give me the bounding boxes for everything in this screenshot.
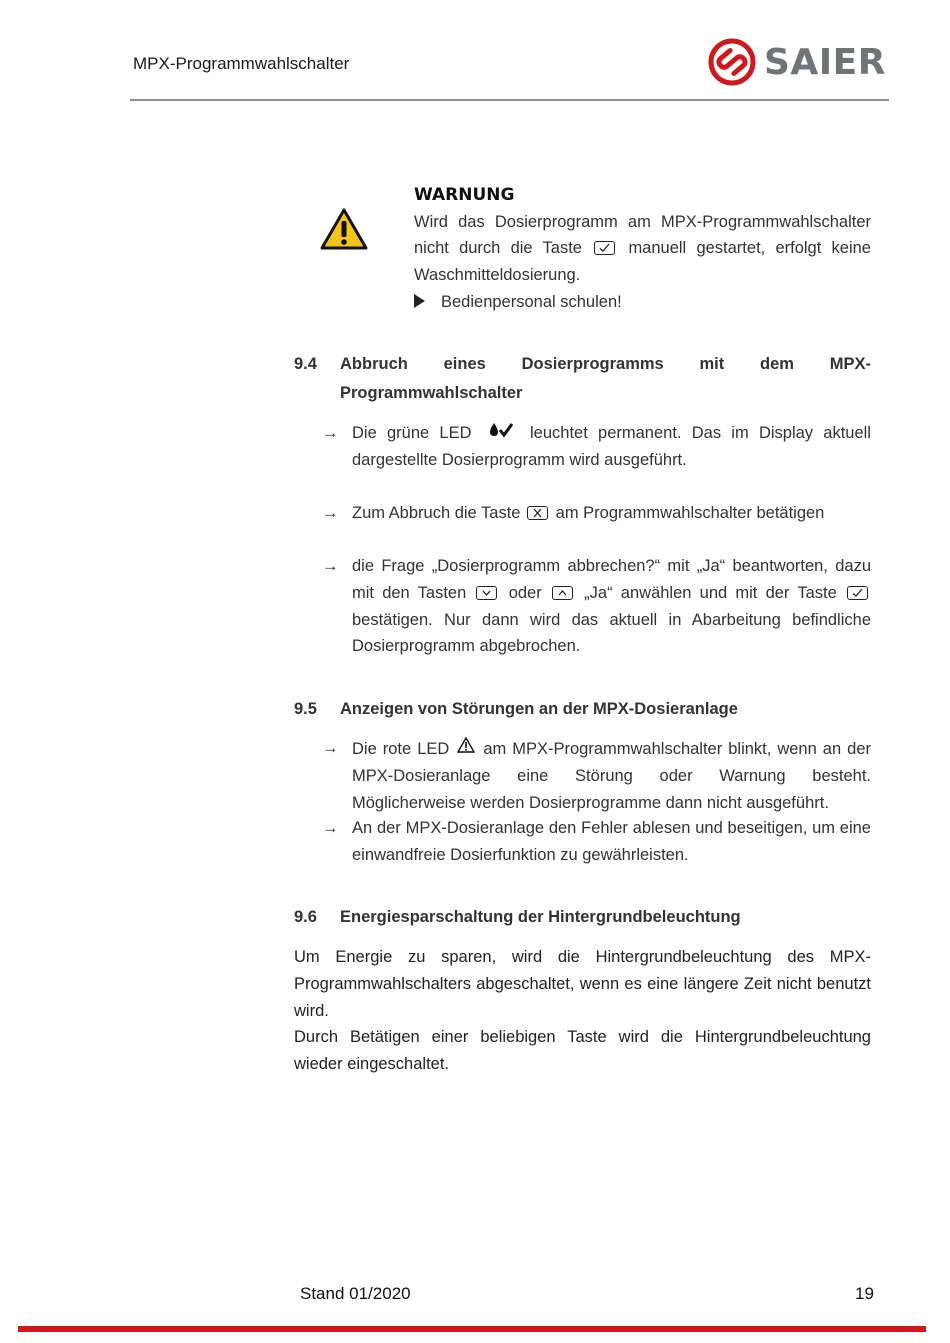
confirm-key-icon: [847, 586, 868, 600]
warning-instruction-text: Bedienpersonal schulen!: [441, 292, 622, 311]
logo-text: SAIER: [764, 41, 886, 83]
item-text: am MPX-Programmwahlschalter blinkt, wenn an der MPX-Dosieranlage eine Störung oder Warnung besteht. Möglicherweise werden Dosierprogramme dann nicht ausgeführt.: [352, 740, 871, 812]
item-text: oder: [508, 583, 542, 602]
down-key-icon: [476, 586, 497, 600]
arrow-bullet-icon: →: [322, 819, 339, 837]
up-key-icon: [552, 586, 573, 600]
paragraph-1: Um Energie zu sparen, wird die Hintergrundbeleuchtung des MPX-Programmwahlschalters abgeschaltet, wenn es eine längere Zeit nicht benutzt wird.: [294, 948, 871, 1020]
warning-instruction: [414, 289, 871, 316]
section-title: Anzeigen von Störungen an der MPX-Dosieranlage: [340, 700, 738, 718]
warning-triangle-icon: [319, 207, 369, 256]
item-text: am Programmwahlschalter betätigen: [555, 504, 825, 522]
paragraph: [294, 944, 871, 1078]
header-divider: [130, 99, 889, 101]
list-item: [322, 500, 871, 527]
item-text: Die rote LED: [352, 740, 450, 758]
arrow-bullet-icon: →: [322, 424, 339, 442]
warning-block: [414, 182, 871, 316]
item-text: Zum Abbruch die Taste: [352, 504, 521, 522]
paragraph-2: Durch Betätigen einer beliebigen Taste wird die Hintergrundbeleuchtung wieder eingeschaltet.: [294, 1028, 871, 1074]
list-item: [322, 735, 871, 816]
item-text: die Frage „Dosierprogramm abbrechen?“ mit „Ja“ beantworten, dazu mit den Tasten: [352, 557, 871, 602]
item-text: bestätigen. Nur dann wird das aktuell in Abarbeitung befindliche Dosierprogramm abgebrochen.: [352, 610, 871, 656]
arrow-bullet-icon: →: [322, 504, 339, 522]
saier-logo: [708, 38, 886, 86]
warning-text: [414, 209, 871, 289]
section-title: Energiesparschaltung der Hintergrundbeleuchtung: [340, 908, 741, 926]
red-led-warning-icon: [457, 735, 475, 762]
triangle-bullet-icon: [414, 294, 425, 308]
green-led-icon: [488, 420, 514, 447]
item-text: „Ja“ anwählen und mit der Taste: [584, 583, 837, 602]
saier-logo-icon: [708, 38, 756, 86]
section-title-line2: Programmwahlschalter: [340, 384, 523, 402]
warning-text-part2: manuell gestartet, erfolgt keine Waschmitteldosierung.: [414, 239, 871, 285]
item-text: Die grüne LED: [352, 424, 472, 442]
footer-stand: Stand 01/2020: [300, 1284, 411, 1303]
warning-text-part1: Wird das Dosierprogramm am MPX-Programmwahlschalter nicht durch die Taste: [414, 212, 871, 258]
item-text: leuchtet permanent. Das im Display aktuell dargestellte Dosierprogramm wird ausgeführt.: [352, 424, 871, 469]
item-text: An der MPX-Dosieranlage den Fehler ablesen und beseitigen, um eine einwandfreie Dosierfunktion zu gewährleisten.: [352, 819, 871, 864]
warning-title: WARNUNG: [414, 185, 515, 205]
page-number: 19: [855, 1284, 874, 1303]
footer-bar: [18, 1326, 926, 1332]
list-item: [322, 420, 871, 474]
section-number: 9.6: [294, 908, 317, 926]
list-item: [322, 553, 871, 660]
list-item: [322, 815, 871, 869]
section-title-line1: Abbruch eines Dosierprogramms mit dem MPX-: [340, 355, 871, 373]
section-number: 9.5: [294, 700, 317, 718]
confirm-key-icon: [594, 241, 615, 255]
section-number: 9.4: [294, 355, 317, 373]
arrow-bullet-icon: →: [322, 739, 339, 757]
header-title: MPX-Programmwahlschalter: [133, 54, 350, 73]
arrow-bullet-icon: →: [322, 557, 339, 575]
cancel-key-icon: [527, 506, 548, 520]
